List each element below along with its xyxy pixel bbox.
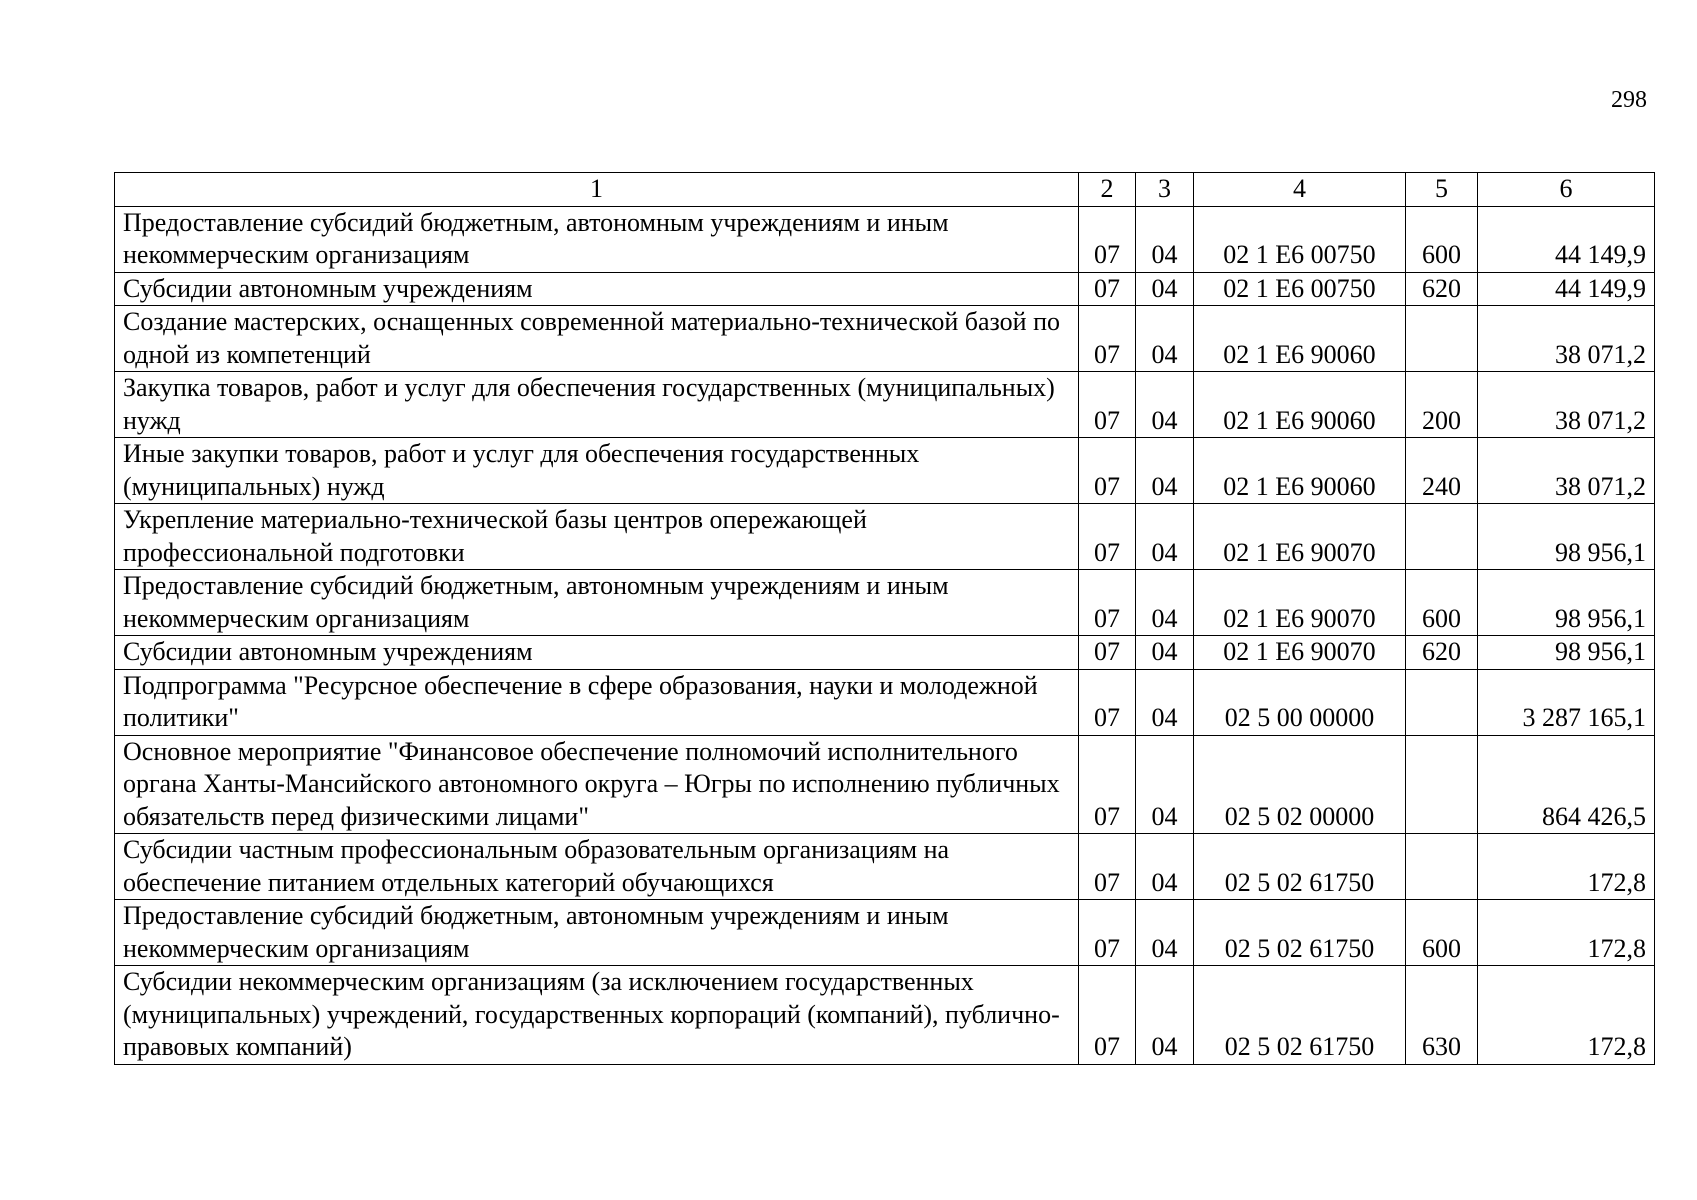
cell-subsection: 04 bbox=[1136, 372, 1194, 438]
cell-target-article: 02 1 E6 00750 bbox=[1194, 206, 1406, 272]
cell-expense-type: 240 bbox=[1406, 438, 1478, 504]
page-number: 298 bbox=[1611, 87, 1647, 113]
cell-expense-type: 630 bbox=[1406, 966, 1478, 1065]
table-row bbox=[115, 206, 1655, 272]
table-body bbox=[115, 206, 1655, 1064]
cell-target-article: 02 1 E6 90070 bbox=[1194, 636, 1406, 670]
cell-section: 07 bbox=[1079, 966, 1136, 1065]
cell-name: Создание мастерских, оснащенных современной материально-технической базой по одной из компетенций bbox=[115, 306, 1079, 372]
cell-expense-type: 620 bbox=[1406, 636, 1478, 670]
cell-section: 07 bbox=[1079, 272, 1136, 306]
table-row bbox=[115, 735, 1655, 834]
cell-target-article: 02 1 E6 90060 bbox=[1194, 306, 1406, 372]
cell-subsection: 04 bbox=[1136, 636, 1194, 670]
cell-name: Субсидии частным профессиональным образовательным организациям на обеспечение питанием отдельных категорий обучающихся bbox=[115, 834, 1079, 900]
table-row bbox=[115, 272, 1655, 306]
cell-section: 07 bbox=[1079, 504, 1136, 570]
cell-name: Подпрограмма "Ресурсное обеспечение в сфере образования, науки и молодежной политики" bbox=[115, 669, 1079, 735]
header-col-4: 4 bbox=[1194, 173, 1406, 207]
header-col-6: 6 bbox=[1478, 173, 1655, 207]
cell-amount: 98 956,1 bbox=[1478, 636, 1655, 670]
cell-target-article: 02 1 E6 90070 bbox=[1194, 504, 1406, 570]
table-row bbox=[115, 669, 1655, 735]
cell-name: Предоставление субсидий бюджетным, автономным учреждениям и иным некоммерческим организациям bbox=[115, 900, 1079, 966]
cell-target-article: 02 5 02 61750 bbox=[1194, 966, 1406, 1065]
cell-subsection: 04 bbox=[1136, 669, 1194, 735]
cell-section: 07 bbox=[1079, 900, 1136, 966]
cell-expense-type: 620 bbox=[1406, 272, 1478, 306]
cell-amount: 44 149,9 bbox=[1478, 272, 1655, 306]
cell-section: 07 bbox=[1079, 438, 1136, 504]
cell-expense-type: 600 bbox=[1406, 570, 1478, 636]
table-row bbox=[115, 966, 1655, 1065]
cell-subsection: 04 bbox=[1136, 735, 1194, 834]
cell-name: Закупка товаров, работ и услуг для обеспечения государственных (муниципальных) нужд bbox=[115, 372, 1079, 438]
cell-section: 07 bbox=[1079, 669, 1136, 735]
cell-expense-type: 600 bbox=[1406, 206, 1478, 272]
cell-subsection: 04 bbox=[1136, 504, 1194, 570]
table-row bbox=[115, 504, 1655, 570]
cell-expense-type bbox=[1406, 735, 1478, 834]
cell-expense-type: 200 bbox=[1406, 372, 1478, 438]
cell-expense-type bbox=[1406, 306, 1478, 372]
cell-target-article: 02 5 02 61750 bbox=[1194, 900, 1406, 966]
header-col-2: 2 bbox=[1079, 173, 1136, 207]
cell-amount: 3 287 165,1 bbox=[1478, 669, 1655, 735]
table-row bbox=[115, 834, 1655, 900]
header-col-3: 3 bbox=[1136, 173, 1194, 207]
cell-expense-type bbox=[1406, 669, 1478, 735]
cell-section: 07 bbox=[1079, 735, 1136, 834]
cell-subsection: 04 bbox=[1136, 272, 1194, 306]
cell-section: 07 bbox=[1079, 306, 1136, 372]
table-row bbox=[115, 636, 1655, 670]
cell-section: 07 bbox=[1079, 570, 1136, 636]
cell-subsection: 04 bbox=[1136, 306, 1194, 372]
cell-target-article: 02 1 E6 00750 bbox=[1194, 272, 1406, 306]
cell-amount: 98 956,1 bbox=[1478, 570, 1655, 636]
cell-name: Иные закупки товаров, работ и услуг для обеспечения государственных (муниципальных) нужд bbox=[115, 438, 1079, 504]
cell-expense-type bbox=[1406, 504, 1478, 570]
cell-name: Субсидии автономным учреждениям bbox=[115, 636, 1079, 670]
cell-section: 07 bbox=[1079, 636, 1136, 670]
cell-subsection: 04 bbox=[1136, 900, 1194, 966]
cell-amount: 98 956,1 bbox=[1478, 504, 1655, 570]
cell-name: Субсидии некоммерческим организациям (за исключением государственных (муниципальных) учреждений, государственных корпораций (компаний), публично-правовых компаний) bbox=[115, 966, 1079, 1065]
cell-target-article: 02 5 02 61750 bbox=[1194, 834, 1406, 900]
header-col-1: 1 bbox=[115, 173, 1079, 207]
cell-section: 07 bbox=[1079, 372, 1136, 438]
table-row bbox=[115, 372, 1655, 438]
cell-name: Предоставление субсидий бюджетным, автономным учреждениям и иным некоммерческим организациям bbox=[115, 206, 1079, 272]
table-row bbox=[115, 306, 1655, 372]
cell-expense-type bbox=[1406, 834, 1478, 900]
cell-amount: 38 071,2 bbox=[1478, 372, 1655, 438]
cell-section: 07 bbox=[1079, 834, 1136, 900]
cell-subsection: 04 bbox=[1136, 206, 1194, 272]
cell-subsection: 04 bbox=[1136, 834, 1194, 900]
cell-amount: 38 071,2 bbox=[1478, 438, 1655, 504]
cell-amount: 172,8 bbox=[1478, 834, 1655, 900]
cell-name: Укрепление материально-технической базы центров опережающей профессиональной подготовки bbox=[115, 504, 1079, 570]
cell-amount: 172,8 bbox=[1478, 966, 1655, 1065]
cell-target-article: 02 5 02 00000 bbox=[1194, 735, 1406, 834]
table-row bbox=[115, 570, 1655, 636]
cell-target-article: 02 1 E6 90070 bbox=[1194, 570, 1406, 636]
cell-target-article: 02 1 E6 90060 bbox=[1194, 372, 1406, 438]
cell-target-article: 02 1 E6 90060 bbox=[1194, 438, 1406, 504]
header-col-5: 5 bbox=[1406, 173, 1478, 207]
table-header-row bbox=[115, 173, 1655, 207]
cell-amount: 44 149,9 bbox=[1478, 206, 1655, 272]
table-row bbox=[115, 900, 1655, 966]
cell-expense-type: 600 bbox=[1406, 900, 1478, 966]
cell-subsection: 04 bbox=[1136, 438, 1194, 504]
cell-name: Субсидии автономным учреждениям bbox=[115, 272, 1079, 306]
cell-amount: 864 426,5 bbox=[1478, 735, 1655, 834]
budget-table bbox=[114, 172, 1655, 1065]
cell-target-article: 02 5 00 00000 bbox=[1194, 669, 1406, 735]
cell-subsection: 04 bbox=[1136, 966, 1194, 1065]
table-row bbox=[115, 438, 1655, 504]
cell-amount: 38 071,2 bbox=[1478, 306, 1655, 372]
cell-subsection: 04 bbox=[1136, 570, 1194, 636]
cell-section: 07 bbox=[1079, 206, 1136, 272]
cell-name: Предоставление субсидий бюджетным, автономным учреждениям и иным некоммерческим организациям bbox=[115, 570, 1079, 636]
cell-name: Основное мероприятие "Финансовое обеспечение полномочий исполнительного органа Ханты-Мансийского автономного округа – Югры по исполнению публичных обязательств перед физическими лицами" bbox=[115, 735, 1079, 834]
cell-amount: 172,8 bbox=[1478, 900, 1655, 966]
